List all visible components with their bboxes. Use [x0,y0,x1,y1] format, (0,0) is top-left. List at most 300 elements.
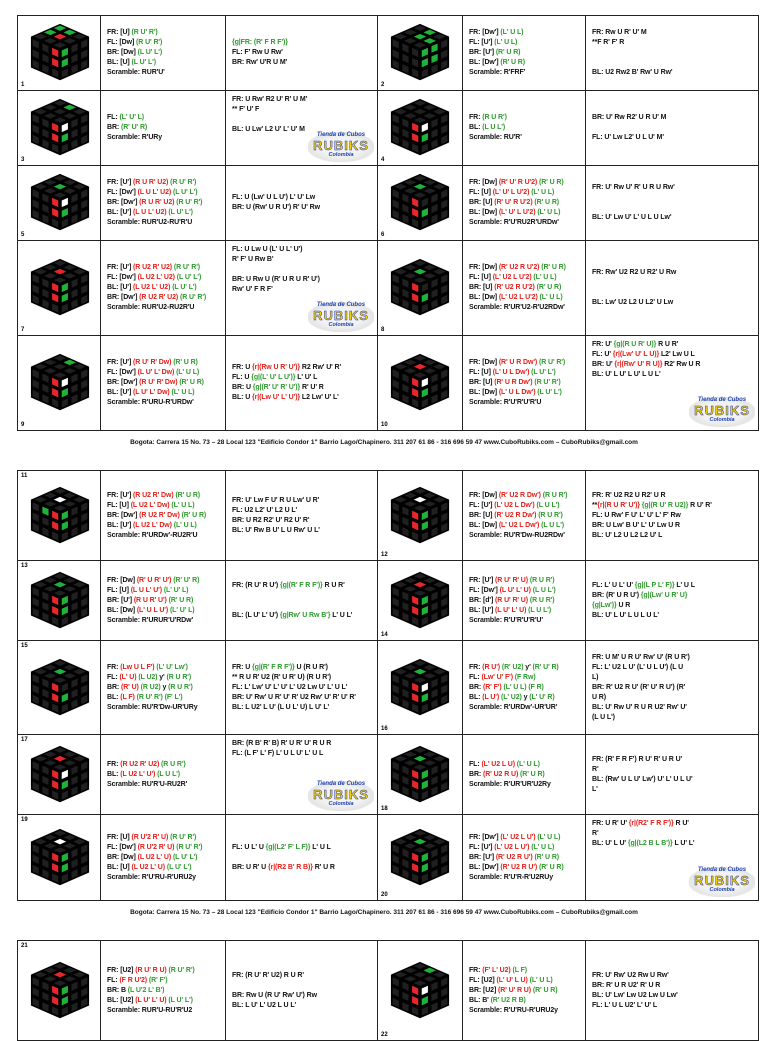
move-group: (R U' R') [170,833,197,841]
algorithm-table [17,15,759,431]
logo-line2: RUBIKS [694,403,750,418]
store-logo [308,302,374,332]
notes-line [592,288,756,298]
notes-line: BR: Rw' U'R U M' [232,59,288,66]
case-number: 9 [21,422,25,428]
move-group: (L U2 L' U2) [133,284,171,291]
move-group: (L' U L) [516,760,540,768]
cube-diagram [30,656,90,720]
notes-line [232,115,375,125]
algorithm-line: BR: [U] (R' U2 R Dw') (R U R') [469,511,563,519]
case-number: 16 [381,726,388,732]
move-group: (L F) [120,693,135,701]
algorithm-cell [101,241,226,336]
notes-line: BL: (L U' L' U') {g|Rw' U Rw B'} L' U L' [232,611,353,619]
move-group: (R U' R') [176,199,203,206]
case-row [18,941,759,1041]
move-group: {g|(R' F R F')} [280,581,323,589]
algorithm-line: FL: [U] (L' U' L U'2) (L' U L) [469,189,555,196]
move-group: (L U' L') [172,853,198,861]
move-group: (L' U' Lw') [156,663,188,671]
notes-cell [226,735,378,815]
cube-diagram [30,959,90,1023]
notes-line: BR: (R' U R U') {g|(Lw' U R' U} [592,591,688,599]
move-group: (L U' L') [168,996,193,1004]
move-group: (L U') [482,693,500,701]
case-number: 5 [21,232,25,238]
move-group: (Lw U L F') [120,663,155,671]
move-group: (L' U L) [173,521,197,529]
algorithm-line: FR: [U'] (R U' R' U) (R U R') [469,576,555,584]
cube-cell [378,641,463,735]
move-group: (R' U R Dw') [498,359,538,366]
move-group: (R' U2 R Dw') [498,491,541,499]
case-number: 3 [21,157,25,163]
notes-line [232,591,375,601]
move-group: (L U2 L' Dw) [133,521,172,529]
algorithm-line: Scramble: R'FRF' [469,69,526,76]
move-group: (L U2) [138,673,158,681]
cube-cell [378,561,463,641]
move-group: (R' U R) [532,986,558,994]
move-group: (L U' L' Dw) [133,389,170,396]
move-group: (R' U R) [520,770,545,778]
move-group: (L U2 L' Dw) [130,501,170,509]
algorithm-line: FL: [U'] (L' U L) [469,39,518,46]
notes-line: BL: U' Rw B U' L U Rw' U L' [232,526,320,534]
move-group: (L' U L) [500,29,524,36]
case-number: 12 [381,552,388,558]
notes-line: BL: L U2' L U' (L U L' U) L U' L' [232,703,330,711]
notes-line [232,38,375,48]
cube-diagram [390,656,450,720]
move-group: {r|(Rw' U' R U)} [614,361,663,368]
move-group: (R' U2 R Dw') [494,511,537,519]
notes-cell [226,166,378,241]
move-group: {r|(R2' F R F')} [628,820,674,827]
notes-line: Rw' U' F R F' [232,286,273,293]
algorithm-line: BL: (L F) (R U' R') (F' L') [107,693,183,701]
notes-line: FR: U R' U' {r|(R2' F R F')} R U' [592,820,689,827]
move-group: (R' U R) [534,199,560,206]
algorithm-cell [463,16,586,91]
case-row [18,471,759,561]
algorithm-line: BL: [U] (L U' L') [107,59,156,66]
notes-line: FR: U {g|(R' F R F')} U (R U R') [232,663,328,671]
logo-line3: Colombia [328,801,354,807]
move-group: (L' U L) [537,833,561,841]
cube-cell [18,815,101,901]
footer-contact: Bogota: Carrera 15 No. 73 – 28 Local 123 "Edificio Condor 1" Barrio Lago/Chapinero. 311 207 61 86 - 316 696 59 47 www.CuboRubiks.com – CuboRubiks@gmail.com [130,909,638,916]
algorithm-line: BR: [U2] (R' U' R U) (R' U R) [469,986,558,994]
move-group: (L U'2 L' B') [127,986,165,994]
move-group: (R U' R') [136,39,163,46]
move-group: (L' U' L U'2) [498,209,536,216]
case-row [18,735,759,815]
notes-line [232,265,375,275]
notes-line: BL: (Rw' U L U' Lw') U' L' U L U' [592,775,693,783]
move-group: (R' U R) [534,853,560,861]
cube-cell [18,241,101,336]
move-group: (Lw' U' F') [481,673,513,681]
move-group: (R U R' U') [133,596,167,604]
move-group: (R' U' R) [532,663,559,671]
move-group: (L' U) [119,673,137,681]
case-number: 22 [381,1032,388,1038]
move-group: (R' U R) [539,863,564,871]
move-group: (L' U2 L U') [494,843,530,851]
move-group: (L' U L) [531,189,555,196]
move-group: {g|Rw' U Rw B'} [279,611,331,619]
notes-line: BL: U' L U' {g|(L2 B L B')} L U' L' [592,840,695,847]
notes-line: {g|Lw')} U R [592,601,631,609]
algorithm-line: BL: (L U2 L' U') (L U L') [107,770,181,778]
move-group: {g|Lw')} [592,601,617,609]
algorithm-cell [101,91,226,166]
guide-page [17,940,758,1041]
algorithm-line: FR: [Dw] (R' U R Dw') (R U' R') [469,359,566,366]
move-group: (R U R' U2) [133,179,169,186]
move-group: (R U' R') [180,294,207,301]
algorithm-line: FL: [U'] (L' U2 L Dw') (L U L') [469,501,560,509]
move-group: {g|(R' U' R' U')} [252,384,301,391]
algorithm-line: BR: B (L U'2 L' B') [107,986,165,994]
notes-line: BR: Rw U (R U' Rw' U') Rw [232,991,317,999]
move-group: (R U' R') [538,359,566,366]
notes-line: R' [592,830,599,837]
notes-line: BR: U' {r|(Rw' U' R U)} R2' Rw U R [592,361,701,368]
algorithm-line: BR: [U'] (R U R' U') (R' U R) [107,596,194,604]
notes-line: FL: L' U2 L U' (L' U L U') (L U [592,663,684,671]
algorithm-line: BL: [Dw'] (R' U2 R U') (R' U R) [469,863,564,871]
cube-diagram [30,569,90,633]
move-group: (R U' R') [131,29,158,36]
notes-line: FR: R' U2 R2 U R2' U R [592,491,666,499]
move-group: (R' U R) [539,179,564,186]
algorithm-line: FR: (F' L' U2) (L F) [469,966,528,974]
algorithm-line: BR: [Dw'] (R U2 R' U2) (R U' R') [107,294,207,301]
cube-cell [378,241,463,336]
cube-cell [18,471,101,561]
move-group: {r|(Lw U' L' U')} [252,394,301,401]
algorithm-cell [463,166,586,241]
store-logo [308,781,374,811]
move-group: (R U' R') [173,264,201,271]
algorithm-cell [101,641,226,735]
move-group: (L' U' L U'2) [492,189,530,196]
move-group: (L U L' U2) [133,209,167,216]
algorithm-line: FR: [U'] (R U2 R' U2) (R U' R') [107,264,201,271]
move-group: (L' U' L) [169,606,195,614]
move-group: {r|(R U R' U')} [597,501,640,509]
move-group: (R' U' R) [173,576,200,584]
case-row [18,336,759,431]
notes-line: R' F' U Rw B' [232,256,274,263]
algorithm-line: FL: [U] (L' U L Dw') (L U' L') [469,369,556,376]
cube-cell [378,336,463,431]
notes-cell [226,815,378,901]
move-group: (L U' L') [537,389,562,396]
move-group: (L' U L) [533,274,557,281]
logo-line3: Colombia [328,322,354,328]
algorithm-line: FR: [U2] (R U' R U) (R U' R') [107,966,195,974]
move-group: (L U' L' U) [495,606,527,614]
cube-cell [18,641,101,735]
notes-cell [226,471,378,561]
case-row [18,815,759,901]
case-number: 4 [381,157,385,163]
algorithm-line: FL: [Dw'] (L U' L' U) (L U L') [469,586,556,594]
move-group: (L U' L') [131,59,156,66]
cube-diagram [390,171,450,235]
move-group: (R U R') [166,673,192,681]
move-group: (L U2 L' U) [137,853,172,861]
notes-cell [226,641,378,735]
move-group: (R U2) [140,683,161,691]
move-group: (R' U R) [541,264,566,271]
algorithm-cell [463,91,586,166]
move-group: (R U R') [529,576,555,584]
case-number: 18 [381,806,388,812]
move-group: (R' U R) [179,379,204,386]
algorithm-line: FL: [Dw'] (L U L' U2) (L U' L') [107,189,198,196]
move-group: (R U' R' U) [495,596,528,604]
cube-diagram [30,256,90,320]
move-group: {r|(Rw U R' U')} [252,364,301,371]
algorithm-line: BL: [U] (L U2 L' U) (L U' L') [107,863,192,871]
cube-cell [378,735,463,815]
algorithm-line: FR: [U'] (R U' R' Dw) (R' U R) [107,359,198,366]
move-group: (F' L' U2) [482,966,511,974]
notes-line: L' [592,785,598,793]
notes-line: BR: (R B' R' B) R' U R' U' R U R [232,740,332,747]
notes-line: FL: L' U L U2' L' U' L [592,1001,657,1009]
algorithm-line: BR: [U] (R' U R Dw') (R U' R') [469,379,561,386]
notes-line: BL: U {r|(Lw U' L' U')} L2 Lw' U' L' [232,394,339,401]
algorithm-cell [101,561,226,641]
notes-line: BR: R' U2 R U' (R' U' R U') (R' [592,683,686,691]
notes-line: BL: U Lw' L2 U' L' U' M [232,126,305,133]
move-group: (L U' L') [531,369,556,376]
move-group: (F R U'2) [119,976,148,984]
notes-line: L) [592,673,599,681]
notes-line: BL: Lw' U2 L2 U L2' U Lw [592,299,674,306]
cube-cell [18,735,101,815]
cube-diagram [390,959,450,1023]
move-group: (R' U' R) [121,124,148,131]
move-group: (R U' R U) [135,966,167,974]
case-number: 14 [381,632,388,638]
algorithm-line: Scramble: RU'R'Dw-UR'URy [107,703,198,711]
notes-line: ** F' U' F [232,106,260,113]
algorithm-line: FL: [U2] (L' U' L U) (L' U L) [469,976,553,984]
algorithm-cell [101,941,226,1041]
notes-line: FR: U' Lw F U' R U Lw' U R' [232,496,320,504]
notes-cell [586,735,759,815]
algorithm-line: BL: [U'] (L U2 L' U2) (L U' L') [107,284,197,291]
algorithm-line: FL: [U] (L U L' U') (L' U' L) [107,586,189,594]
logo-line3: Colombia [328,152,354,158]
algorithm-line: FL: [Dw] (R U' R') [107,39,163,46]
algorithm-line: FL: [Dw'] (L U2 L' U2) (L U' L') [107,274,202,281]
algorithm-line: BL: [Dw] (L' U2 L U'2) (L' U L) [469,294,563,301]
move-group: (R' U2 R B) [490,996,526,1004]
algorithm-line: FR: [Dw] (R' U2 R U'2) (R' U R) [469,264,566,271]
algorithm-line: BL: B' (R' U2 R B) [469,996,526,1004]
move-group: (R' U) [121,683,139,691]
move-group: (L U' L' Dw) [137,369,175,376]
algorithm-line: FR: (R U') (R' U2) y' (R' U' R) [469,663,559,671]
move-group: (L U2 L' U2) [137,274,175,281]
logo-line2: RUBIKS [313,308,369,323]
move-group: (R U' R' Dw) [139,379,178,386]
algorithm-line: FR: [Dw] (R' U2 R Dw') (R U R') [469,491,568,499]
algorithm-cell [101,815,226,901]
move-group: (L' U L) [529,976,553,984]
algorithm-line: FL: (L' U' L) [107,114,145,121]
move-group: (L' U L) [503,683,527,691]
move-group: (R U2 R' U2) [139,294,179,301]
move-group: {g|(L P L' F)} [634,581,675,589]
cube-cell [18,91,101,166]
notes-cell [226,561,378,641]
algorithm-line: BR: [U'] (R' U R) [469,49,521,56]
notes-cell [586,561,759,641]
case-number: 20 [381,892,388,898]
move-group: (L U2 L' U') [120,770,156,778]
move-group: (L' U L) [171,501,195,509]
algorithm-line: BL: [U'] (L U' L' U) (L U L') [469,606,552,614]
algorithm-line: BL: [U'] (L U2 L' Dw) (L' U L) [107,521,197,529]
move-group: (L' U L) [539,294,563,301]
move-group: (R U'2 R' U) [131,833,169,841]
case-number: 11 [21,473,28,479]
cube-diagram [390,569,450,633]
notes-line: FL: U L' U {g|(L2' F' L F)} L' U L [232,843,331,851]
move-group: (L' U L Dw') [492,369,530,376]
move-group: (L' U2 L U'2) [498,294,538,301]
notes-line: BR: U R' U {r|(R2 B' R B)} R' U R [232,863,335,871]
case-number: 19 [21,817,28,823]
algorithm-line: BL: (L U') (L' U2) y (L' U' R) [469,693,555,701]
move-group: (L' U' L U) [496,976,528,984]
algorithm-line: Scramble: R'URU-R'URDw' [107,399,194,406]
move-group: (L U' L') [172,189,198,196]
algorithm-line: FR: (R U R') [469,114,507,121]
notes-line [592,278,756,288]
move-group: (R U2 R' U2) [120,760,160,768]
notes-line: BL: U2 Rw2 B' Rw' U Rw' [592,69,673,76]
algorithm-line: BR: (R' U2 R U) (R' U R) [469,770,545,778]
logo-line1: Tienda de Cubos [316,781,366,787]
cube-cell [378,815,463,901]
move-group: (L' U L) [537,209,561,216]
move-group: (L U' L') [176,274,202,281]
notes-line: BR: U Lw' B U' L' U' Lw U R [592,521,680,529]
algorithm-cell [463,336,586,431]
move-group: (R' U2 R U'2) [498,264,540,271]
algorithm-line: BL: [Dw] (L' U2 L Dw') (L U L') [469,521,564,529]
algorithm-cell [463,815,586,901]
algorithm-line: BR: [Dw] (L U2 L' U) (L U' L') [107,853,198,861]
move-group: (R U') [482,663,501,671]
notes-line: FR: (R U' R' U2) R U R' [232,971,304,979]
guide-page [17,470,758,901]
logo-line1: Tienda de Cubos [316,132,366,138]
logo-line2: RUBIKS [694,873,750,888]
algorithm-line: FR: (Lw U L F') (L' U' Lw') [107,663,188,671]
notes-cell [586,471,759,561]
notes-line: FL: L' Lw' U' L' U' L' U2 Lw U' L' U L' [232,683,348,691]
algorithm-table [17,940,759,1041]
move-group: (L' U2 L Dw') [498,521,540,529]
case-number: 15 [21,643,28,649]
move-group: (R U R') [161,760,186,768]
move-group: (R U R') [482,114,507,121]
notes-line [592,203,756,213]
case-number: 1 [21,82,25,88]
notes-cell [586,16,759,91]
algorithm-line: BL: [Dw] (L' U L U') (L' U' L) [107,606,195,614]
algorithm-line: FR: [Dw] (R' U R' U') (R' U' R) [107,576,200,584]
move-group: (L U L') [157,770,181,778]
cube-diagram [30,96,90,160]
move-group: (R' U2 R U'2) [494,284,535,291]
notes-line: BL: L U' L' U2 L U L' [232,1001,297,1009]
move-group: (L F) [512,966,528,974]
algorithm-line: FL: [Dw'] (L U' L' Dw) (L' U L) [107,369,200,376]
algorithm-line: Scramble: R'URDw'-RU2R'U [107,531,198,539]
notes-cell [586,241,759,336]
move-group: (R U2 R' Dw) [139,511,180,519]
cube-diagram [30,826,90,890]
move-group: (R' U' R U'2) [494,199,533,206]
case-number: 10 [381,422,388,428]
move-group: (L' U L) [494,39,518,46]
move-group: (R U' R') [136,693,163,701]
case-number: 6 [381,232,385,238]
move-group: (R U R') [538,511,563,519]
algorithm-line: Scramble: R'U'RU-R'URU2y [107,873,196,881]
notes-line: BR: U' Rw R2' U R U' M [592,114,667,121]
move-group: (R U R') [529,596,555,604]
cube-diagram [30,21,90,85]
algorithm-cell [101,471,226,561]
notes-line: BL: U' L U' L U L U L' [592,611,659,619]
move-group: (L' U2) [500,693,522,701]
move-group: {g|(L2' F' L F)} [265,843,311,851]
algorithm-line: Scramble: R'URDw'-UR'UR' [469,703,558,711]
move-group: (R U'2 R' U) [137,843,175,851]
case-number: 21 [21,943,28,949]
cube-diagram [390,351,450,415]
notes-line: FR: U Rw' R2 U' R' U M' [232,96,308,103]
notes-line: FR: U {r|(Rw U R' U')} R2 Rw' U' R' [232,364,342,371]
move-group: (L' U L) [171,389,195,396]
notes-line: FR: U M' U R U' Rw' U' (R U R') [592,653,690,661]
move-group: (R' F') [483,683,502,691]
notes-line: **{r|(R U R' U')} {g|(R U' R U2)} R U' R' [592,501,712,509]
move-group: {r|(R2 B' R B)} [267,863,313,871]
notes-line: FL: U {g|(L' U' L U')} L' U' L [232,374,318,381]
algorithm-line: FR: [U] (R U' R') [107,29,158,36]
move-group: (L' U L) [176,369,200,376]
notes-line: BR: R' U R U2' R' U R [592,981,661,989]
algorithm-line: BR: [Dw'] (R U R' U2) (R U' R') [107,199,203,206]
algorithm-line: BL: (L U L') [469,124,506,131]
algorithm-line: FL: (L' U) (L U2) y' (R U R') [107,673,192,681]
cube-diagram [30,351,90,415]
